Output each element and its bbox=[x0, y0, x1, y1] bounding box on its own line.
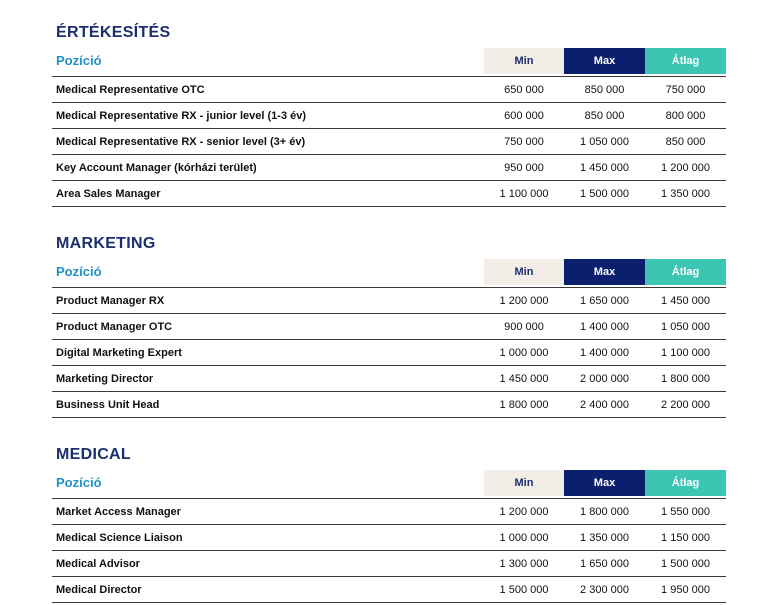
avg-value: 1 200 000 bbox=[661, 162, 710, 174]
position-name: Medical Representative RX - junior level (1-3 év) bbox=[56, 110, 307, 122]
max-column-header: Max bbox=[564, 48, 645, 74]
avg-column-header: Átlag bbox=[645, 259, 726, 285]
table-row bbox=[52, 181, 726, 207]
max-value: 1 050 000 bbox=[580, 136, 629, 148]
table-row bbox=[52, 155, 726, 181]
position-name: Area Sales Manager bbox=[56, 188, 161, 200]
position-name: Product Manager RX bbox=[56, 295, 165, 307]
table-row bbox=[52, 103, 726, 129]
max-value: 1 350 000 bbox=[580, 532, 629, 544]
max-column-header: Max bbox=[564, 259, 645, 285]
avg-value: 1 050 000 bbox=[661, 321, 710, 333]
avg-column-header: Átlag bbox=[645, 470, 726, 496]
table-row bbox=[52, 314, 726, 340]
salary-table bbox=[52, 287, 726, 418]
avg-value: 2 200 000 bbox=[661, 399, 710, 411]
table-row bbox=[52, 340, 726, 366]
table-row bbox=[52, 76, 726, 103]
position-name: Business Unit Head bbox=[56, 399, 160, 411]
position-name: Medical Representative RX - senior level (3+ év) bbox=[56, 136, 306, 148]
table-row bbox=[52, 577, 726, 603]
max-value: 850 000 bbox=[584, 110, 625, 122]
avg-value: 1 450 000 bbox=[661, 295, 710, 307]
min-column-header: Min bbox=[484, 48, 564, 74]
table-row bbox=[52, 366, 726, 392]
min-value: 650 000 bbox=[504, 84, 544, 96]
avg-value: 1 350 000 bbox=[661, 188, 710, 200]
position-name: Product Manager OTC bbox=[56, 321, 173, 333]
avg-value: 1 500 000 bbox=[661, 558, 710, 570]
avg-value: 1 950 000 bbox=[661, 584, 710, 596]
position-column-label: Pozíció bbox=[56, 475, 102, 490]
max-value: 1 650 000 bbox=[580, 558, 629, 570]
min-value: 900 000 bbox=[504, 321, 544, 333]
avg-value: 1 100 000 bbox=[661, 347, 710, 359]
avg-column-header: Átlag bbox=[645, 48, 726, 74]
max-value: 1 650 000 bbox=[580, 295, 629, 307]
max-value: 1 800 000 bbox=[580, 506, 629, 518]
position-name: Medical Science Liaison bbox=[56, 532, 183, 544]
min-value: 1 450 000 bbox=[499, 373, 549, 385]
section-title: ÉRTÉKESÍTÉS bbox=[56, 24, 171, 41]
min-value: 1 100 000 bbox=[499, 188, 549, 200]
min-value: 950 000 bbox=[504, 162, 544, 174]
section-title: MARKETING bbox=[56, 235, 156, 252]
min-value: 600 000 bbox=[504, 110, 544, 122]
table-row bbox=[52, 498, 726, 525]
min-value: 1 200 000 bbox=[499, 295, 549, 307]
table-row bbox=[52, 392, 726, 418]
min-column-header: Min bbox=[484, 259, 564, 285]
position-name: Medical Advisor bbox=[56, 558, 140, 570]
min-value: 750 000 bbox=[504, 136, 544, 148]
max-value: 1 400 000 bbox=[580, 321, 629, 333]
position-column-label: Pozíció bbox=[56, 264, 102, 279]
max-value: 1 500 000 bbox=[580, 188, 629, 200]
min-value: 1 300 000 bbox=[499, 558, 549, 570]
avg-value: 800 000 bbox=[665, 110, 706, 122]
max-value: 2 300 000 bbox=[580, 584, 629, 596]
max-value: 2 400 000 bbox=[580, 399, 629, 411]
salary-table bbox=[52, 76, 726, 207]
max-value: 1 450 000 bbox=[580, 162, 629, 174]
position-column-label: Pozíció bbox=[56, 53, 102, 68]
table-row bbox=[52, 287, 726, 314]
avg-value: 1 150 000 bbox=[661, 532, 710, 544]
position-name: Medical Director bbox=[56, 584, 142, 596]
salary-table bbox=[52, 498, 726, 603]
max-column-header: Max bbox=[564, 470, 645, 496]
max-value: 2 000 000 bbox=[580, 373, 629, 385]
avg-value: 1 800 000 bbox=[661, 373, 710, 385]
position-name: Digital Marketing Expert bbox=[56, 347, 182, 359]
table-row bbox=[52, 525, 726, 551]
min-value: 1 500 000 bbox=[499, 584, 549, 596]
min-value: 1 000 000 bbox=[499, 347, 549, 359]
min-value: 1 200 000 bbox=[499, 506, 549, 518]
table-row bbox=[52, 551, 726, 577]
table-row bbox=[52, 129, 726, 155]
avg-value: 850 000 bbox=[665, 136, 706, 148]
max-value: 1 400 000 bbox=[580, 347, 629, 359]
min-value: 1 000 000 bbox=[499, 532, 549, 544]
min-value: 1 800 000 bbox=[499, 399, 549, 411]
position-name: Market Access Manager bbox=[56, 506, 181, 518]
min-column-header: Min bbox=[484, 470, 564, 496]
max-value: 850 000 bbox=[584, 84, 625, 96]
position-name: Marketing Director bbox=[56, 373, 154, 385]
avg-value: 1 550 000 bbox=[661, 506, 710, 518]
avg-value: 750 000 bbox=[665, 84, 706, 96]
section-title: MEDICAL bbox=[56, 446, 131, 463]
position-name: Key Account Manager (kórházi terület) bbox=[56, 162, 257, 174]
position-name: Medical Representative OTC bbox=[56, 84, 205, 96]
